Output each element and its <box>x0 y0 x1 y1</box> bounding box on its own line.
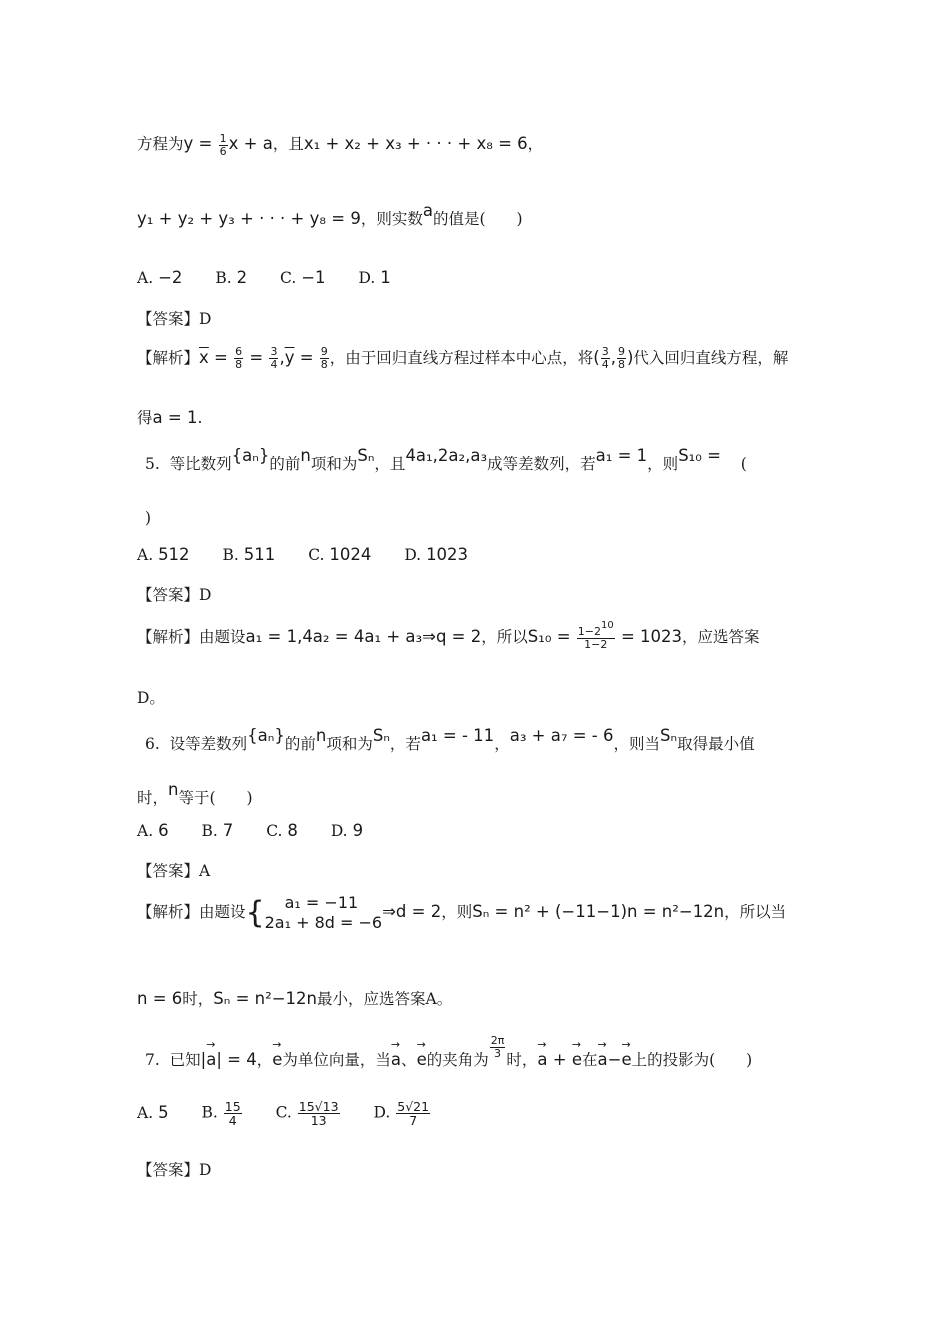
q5-terms: 4a₁,2a₂,a₃ <box>405 446 488 465</box>
q6-analysis-2: n = 6时，Sₙ = n²−12n最小，应选答案A。 <box>137 989 453 1008</box>
q4-sum-x: x₁ + x₂ + x₃ + · · · + x₈ = 6 <box>303 134 528 153</box>
analysis-tag: 【解析】 <box>137 903 200 921</box>
q4-xbar-expr: $\overline{x}$ = $\frac{6}{8}$ = $\frac{3}{4}$ $,\overline{y}$ = $\frac{9}{8}$ <box>199 345 328 371</box>
q5-stem-2: ) <box>145 509 152 527</box>
q5-option-a: A. 512 <box>137 545 190 564</box>
q7-option-b: B. $\frac{15}{4}$ <box>201 1099 241 1129</box>
q7-options <box>137 1100 459 1127</box>
system-brace: { <box>245 895 265 931</box>
q6-stem-2: 时，n等于( ) <box>137 780 253 807</box>
q4-option-c: C. −1 <box>280 268 326 287</box>
q4-line-1 <box>137 132 543 157</box>
q4-analysis-2: 得a = 1. <box>137 408 203 427</box>
q4-answer <box>137 307 211 329</box>
q4-eq-y: y = <box>183 134 218 153</box>
q6-equation-system: a₁ = −11 2a₁ + 8d = −6 <box>264 893 383 932</box>
q4-frac <box>219 133 228 157</box>
answer-tag: 【答案】 <box>137 1161 200 1179</box>
frac-num: 1 <box>219 131 227 145</box>
q4-line-2 <box>137 201 523 229</box>
q4-analysis-text: 代入回归直线方程，解 <box>633 349 789 367</box>
q5-analysis-2: D。 <box>137 689 165 707</box>
q5-seq: {aₙ} <box>231 446 270 465</box>
q4-options <box>137 268 419 287</box>
q6-option-b: B. 7 <box>201 821 234 840</box>
q5-answer <box>137 583 211 605</box>
q4-var-a: a <box>422 201 433 220</box>
q4-text: ，则实数 <box>360 210 423 228</box>
q6-options <box>137 821 391 840</box>
analysis-tag: 【解析】 <box>137 628 200 646</box>
q4-option-b: B. 2 <box>215 268 248 287</box>
q5-options <box>137 545 496 564</box>
q4-text: ， <box>527 135 544 153</box>
q7-option-d: D. $\frac{5√21}{7}$ <box>373 1099 430 1129</box>
answer-tag: 【答案】 <box>137 862 200 880</box>
answer-value: D <box>199 310 212 328</box>
question-number: 7. <box>145 1051 160 1069</box>
q5-option-c: C. 1024 <box>308 545 372 564</box>
question-number: 6. <box>145 735 160 753</box>
q6-analysis-1: 【解析】由题设{ a₁ = −11 2a₁ + 8d = −6 ⇒d = 2，则Sₙ = n² + (−11−1)n = n²−12n，所以当 <box>137 893 787 932</box>
answer-value: A <box>199 862 211 880</box>
q7-abs-a: |→ a| = 4 <box>201 1050 257 1069</box>
q7-option-c: C. $\frac{15√13}{13}$ <box>275 1099 339 1129</box>
q7-stem: 7. 已知|→ a| = 4，→ e为单位向量，当→ a、→ e的夹角为 $\frac{2\pi}{3}$ 时，→ a + → e在→ a−→ e上的投影为( ) <box>145 1048 752 1073</box>
q5-option-d: D. 1023 <box>404 545 469 564</box>
q4-eq-rest: x + a <box>228 134 273 153</box>
q5-stem-1: 5. 等比数列{aₙ}的前n项和为Sₙ，且4a₁,2a₂,a₃成等差数列，若a₁ = 1，则S₁₀ = ( <box>145 446 747 473</box>
q4-text: 的值是( ) <box>432 210 523 228</box>
q5-analysis-1: 【解析】由题设a₁ = 1,4a₂ = 4a₁ + a₃⇒q = 2，所以S₁₀ = $\frac{1-2^{10}}{1-2}$ = 1023，应选答案 <box>137 619 760 651</box>
q4-option-d: D. 1 <box>358 268 391 287</box>
q4-center-point: ( $\frac{3}{4}$ , $\frac{9}{8}$ ) <box>593 345 634 371</box>
frac-den: 6 <box>219 144 227 158</box>
answer-tag: 【答案】 <box>137 310 200 328</box>
q4-text: 方程为 <box>137 135 184 153</box>
answer-value: D <box>199 1161 212 1179</box>
q4-option-a: A. −2 <box>137 268 183 287</box>
q4-analysis-1 <box>137 346 788 371</box>
q4-result: a = 1 <box>152 408 198 427</box>
q5-sum-frac: $\frac{1-2^{10}}{1-2}$ <box>577 619 614 651</box>
answer-value: D <box>199 586 212 604</box>
q6-sn-formula: Sₙ = n² + (−11−1)n = n²−12n <box>472 902 725 921</box>
q7-answer <box>137 1158 211 1180</box>
q4-text: ，且 <box>272 135 304 153</box>
q4-sum-y: y₁ + y₂ + y₃ + · · · + y₈ = 9 <box>137 209 361 228</box>
q6-answer <box>137 859 210 881</box>
q5-analysis-eq: a₁ = 1,4a₂ = 4a₁ + a₃⇒q = 2 <box>245 627 482 646</box>
q7-angle-frac: $\frac{2\pi}{3}$ <box>490 1033 505 1060</box>
question-number: 5. <box>145 455 160 473</box>
q6-option-c: C. 8 <box>266 821 298 840</box>
q6-stem-1: 6. 设等差数列{aₙ}的前n项和为Sₙ，若a₁ = - 11，a₃ + a₇ = - 6，则当Sₙ取得最小值 <box>145 726 755 753</box>
q4-analysis-text: 得 <box>137 409 153 427</box>
q4-analysis-text: ，由于回归直线方程过样本中心点，将 <box>329 349 594 367</box>
q7-option-a: A. 5 <box>137 1102 169 1122</box>
analysis-tag: 【解析】 <box>137 349 200 367</box>
q6-option-a: A. 6 <box>137 821 169 840</box>
q5-option-b: B. 511 <box>222 545 276 564</box>
answer-tag: 【答案】 <box>137 586 200 604</box>
q6-option-d: D. 9 <box>330 821 364 840</box>
